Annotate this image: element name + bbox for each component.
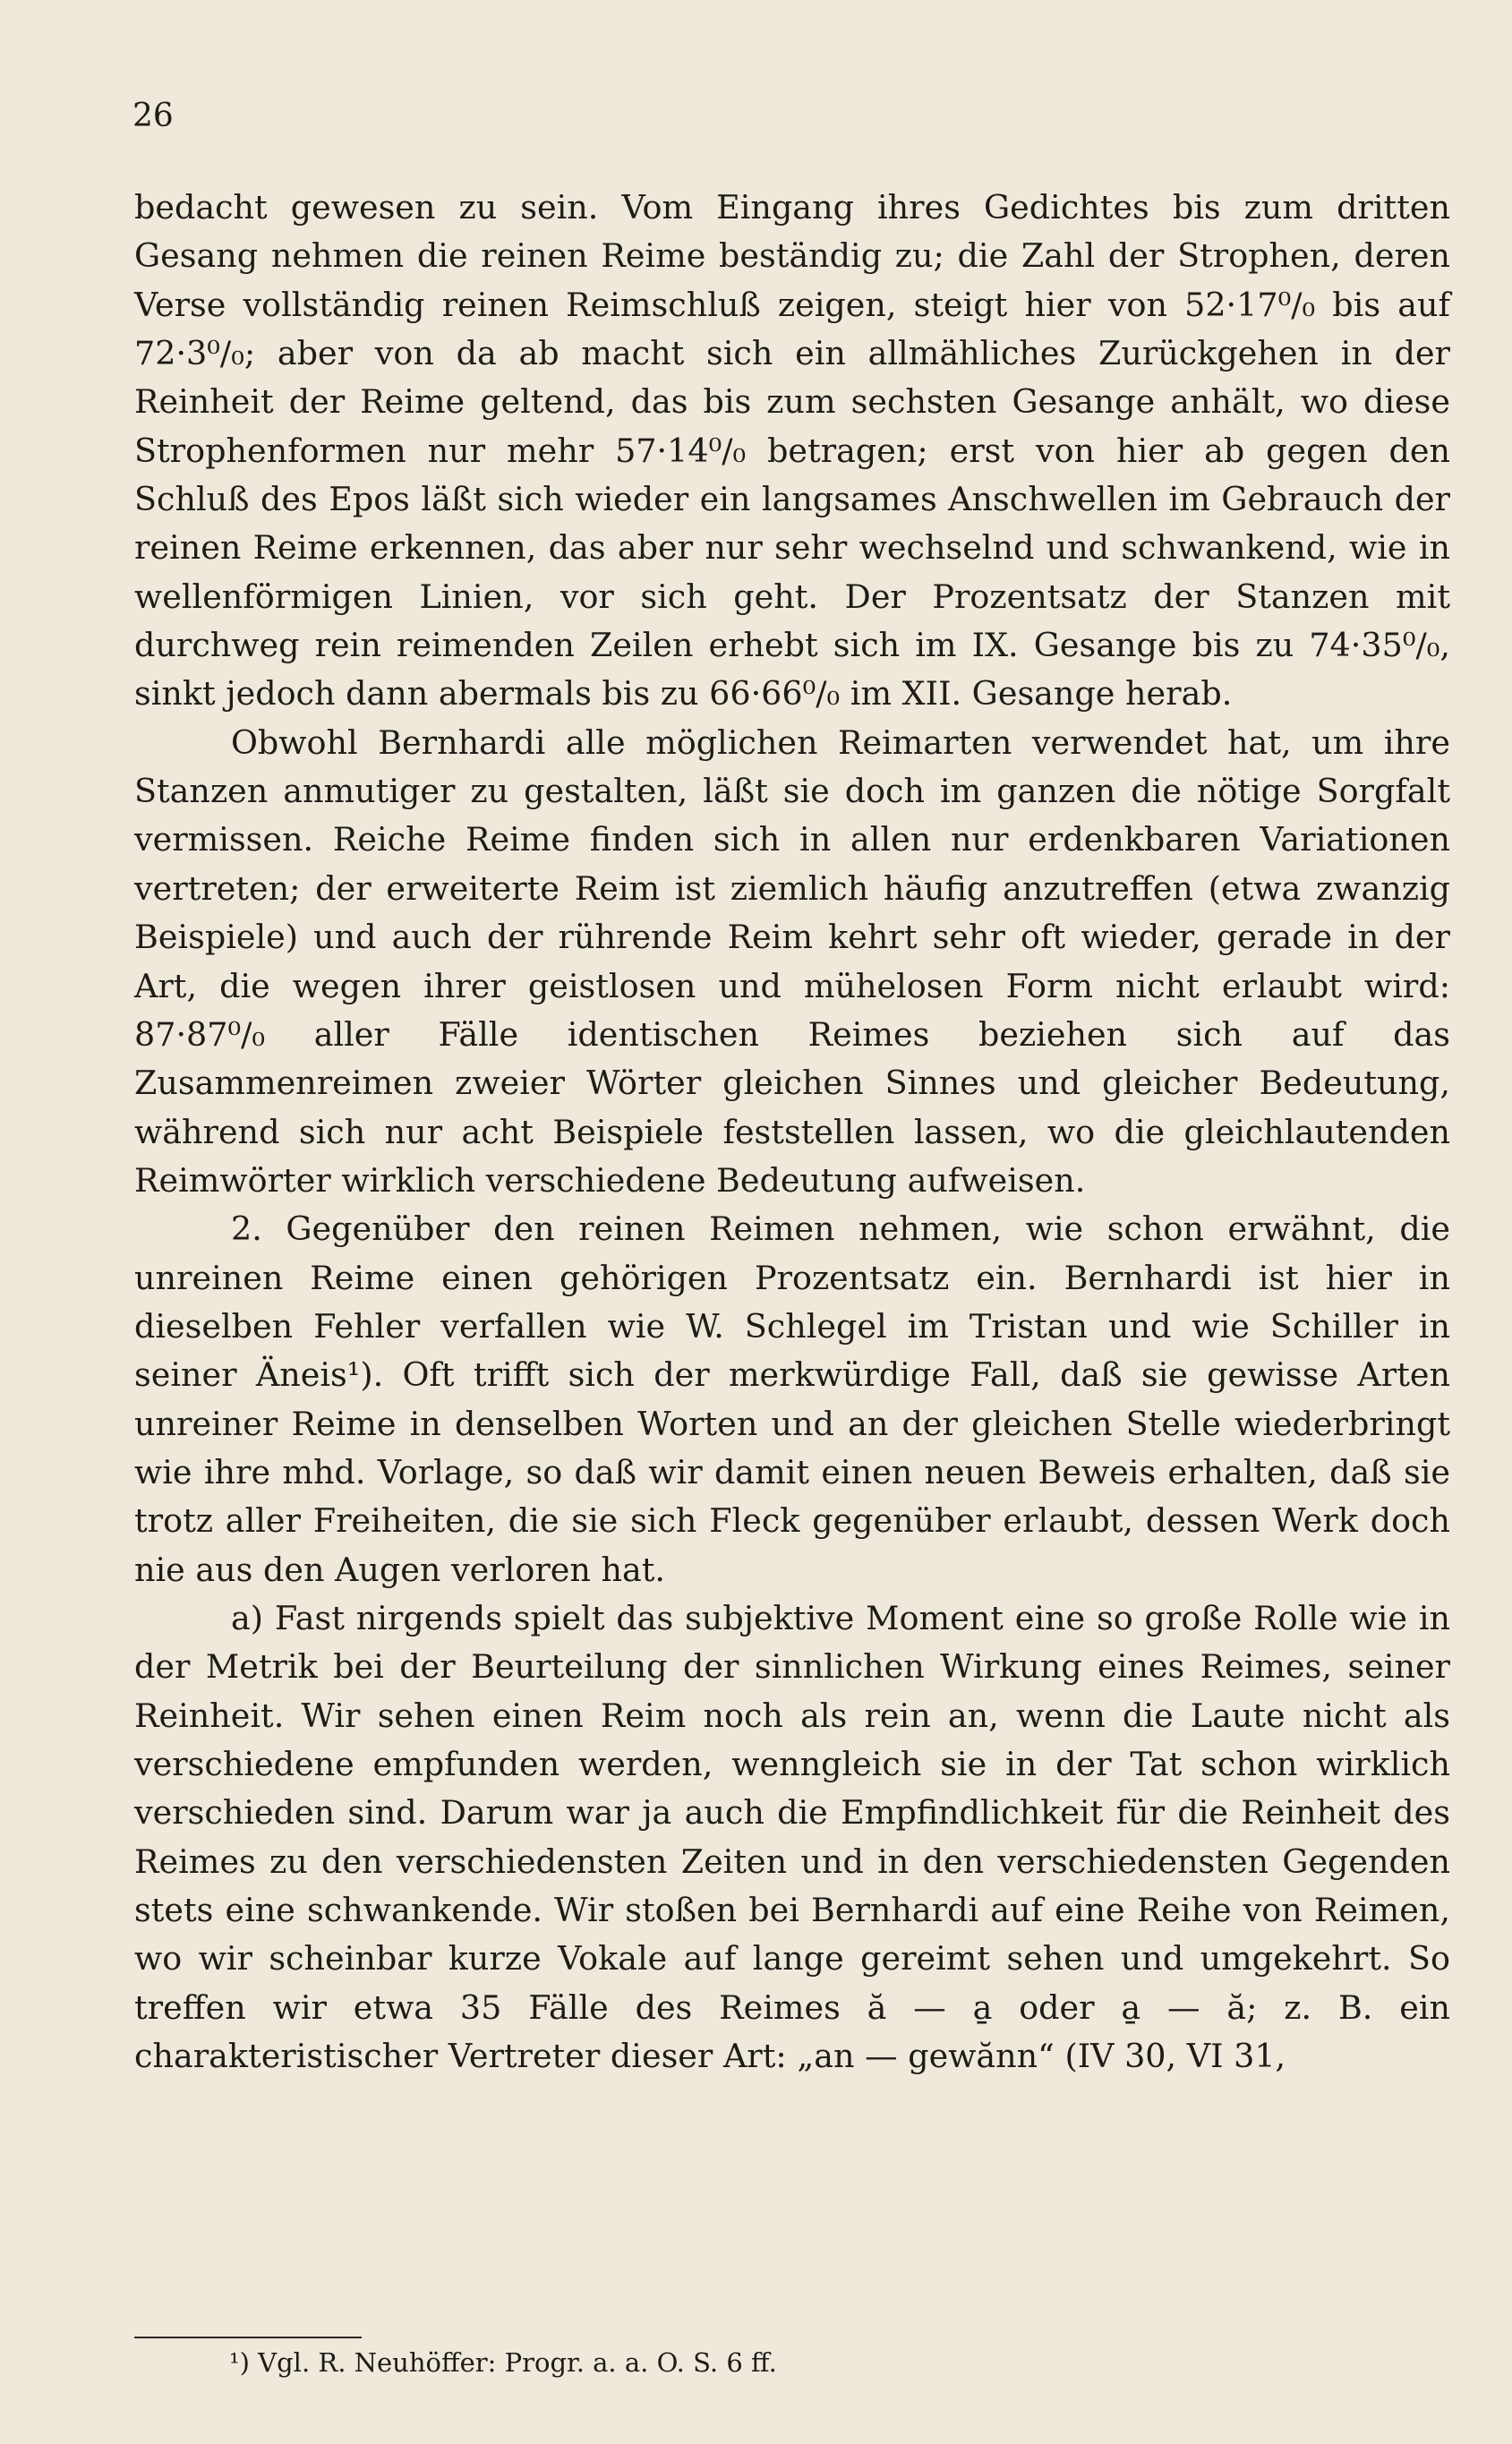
- footnote-divider: [134, 2337, 362, 2338]
- footnote: ¹) Vgl. R. Neuhöffer: Progr. a. a. O. S. 6 ff.: [229, 2347, 777, 2378]
- paragraph-2: Obwohl Bernhardi alle möglichen Reimarten verwendet hat, um ihre Stanzen anmutiger zu gestalten, läßt sie doch im ganzen die nötige Sorgfalt vermissen. Reiche Reime finden sich in allen nur erdenkbaren Variationen vertreten; der erweiterte Reim ist ziemlich häufig anzutreffen (etwa zwanzig Beispiele) und auch der rührende Reim kehrt sehr oft wieder, gerade in der Art, die wegen ihrer geistlosen und mühelosen Form nicht erlaubt wird: 87·87⁰/₀ aller Fälle identischen Reimes beziehen sich auf das Zusammenreimen zweier Wörter gleichen Sinnes und gleicher Bedeutung, während sich nur acht Beispiele feststellen lassen, wo die gleichlautenden Reimwörter wirklich verschiedene Bedeutung aufweisen.: [134, 722, 1450, 1200]
- paragraph-3: 2. Gegenüber den reinen Reimen nehmen, wie schon erwähnt, die unreinen Reime einen gehörigen Prozentsatz ein. Bernhardi ist hier in dieselben Fehler verfallen wie W. Schlegel im Tristan und wie Schiller in seiner Äneis¹). Oft trifft sich der merkwürdige Fall, daß sie gewisse Arten unreiner Reime in denselben Worten und an der gleichen Stelle wiederbringt wie ihre mhd. Vorlage, so daß wir damit einen neuen Beweis erhalten, daß sie trotz aller Freiheiten, die sie sich Fleck gegenüber erlaubt, dessen Werk doch nie aus den Augen verloren hat.: [134, 1209, 1450, 1589]
- paragraph-1: bedacht gewesen zu sein. Vom Eingang ihres Gedichtes bis zum dritten Gesang nehmen die reinen Reime beständig zu; die Zahl der Strophen, deren Verse vollständig reinen Reimschluß zeigen, steigt hier von 52·17⁰/₀ bis auf 72·3⁰/₀; aber von da ab macht sich ein allmähliches Zurückgehen in der Reinheit der Reime geltend, das bis zum sechsten Gesange anhält, wo diese Strophenformen nur mehr 57·14⁰/₀ betragen; erst von hier ab gegen den Schluß des Epos läßt sich wieder ein langsames Anschwellen im Gebrauch der reinen Reime erkennen, das aber nur sehr wechselnd und schwankend, wie in wellenförmigen Linien, vor sich geht. Der Prozentsatz der Stanzen mit durchweg rein reimenden Zeilen erhebt sich im IX. Gesange bis zu 74·35⁰/₀, sinkt jedoch dann abermals bis zu 66·66⁰/₀ im XII. Gesange herab.: [134, 188, 1450, 714]
- page-number: 26: [132, 98, 174, 134]
- body-text: [134, 184, 1450, 2081]
- paragraph-4: a) Fast nirgends spielt das subjektive Moment eine so große Rolle wie in der Metrik bei der Beurteilung der sinnlichen Wirkung eines Reimes, seiner Reinheit. Wir sehen einen Reim noch als rein an, wenn die Laute nicht als verschiedene empfunden werden, wenngleich sie in der Tat schon wirklich verschieden sind. Darum war ja auch die Empfindlichkeit für die Reinheit des Reimes zu den verschiedensten Zeiten und in den verschiedensten Gegenden stets eine schwankende. Wir stoßen bei Bernhardi auf eine Reihe von Reimen, wo wir scheinbar kurze Vokale auf lange gereimt sehen und umgekehrt. So treffen wir etwa 35 Fälle des Reimes ă — a̱ oder a̱ — ă; z. B. ein charakteristischer Vertreter dieser Art: „an — gewănn“ (IV 30, VI 31,: [134, 1598, 1450, 2076]
